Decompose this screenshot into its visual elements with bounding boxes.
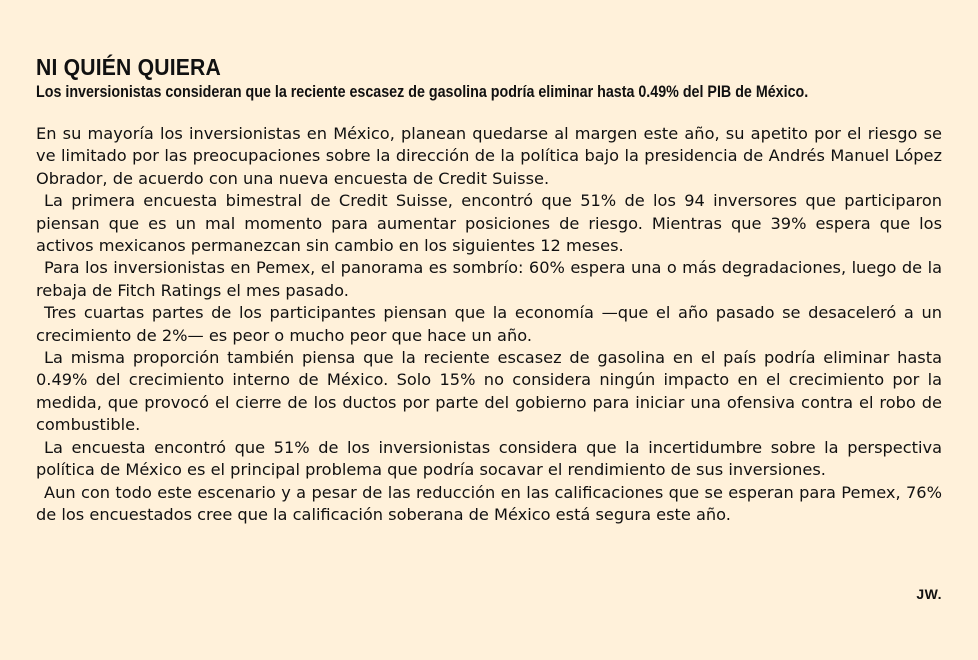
body-paragraph: La primera encuesta bimestral de Credit Suisse, encontró que 51% de los 94 inversores que participaron piensan que es un mal momento para aumentar posiciones de riesgo. Mientras que 39% espera que los activos mexicanos permanezcan sin cambio en los siguientes 12 meses. (36, 191, 942, 256)
body-paragraph: Tres cuartas partes de los participantes piensan que la economía —que el año pasado se desaceleró a un crecimiento de 2%— es peor o mucho peor que hace un año. (36, 303, 942, 345)
body-paragraph: La encuesta encontró que 51% de los inversionistas considera que la incertidumbre sobre la perspectiva política de México es el principal problema que podría socavar el rendimiento de sus inversiones. (36, 437, 942, 480)
body-paragraph: La misma proporción también piensa que la reciente escasez de gasolina en el país podría eliminar hasta 0.49% del crecimiento interno de México. Solo 15% no considera ningún impacto en el crecimiento por la medida, que provocó el cierre de los ductos por parte del gobierno para iniciar una ofensiva contra el robo de combustible. (36, 348, 942, 435)
body-paragraph: En su mayoría los inversionistas en México, planean quedarse al margen este año, su apetito por el riesgo se ve limitado por las preocupaciones sobre la dirección de la política bajo la presidencia de Andrés Manuel López Obrador, de acuerdo con una nueva encuesta de Credit Suisse. (36, 124, 942, 188)
body-paragraph: Aun con todo este escenario y a pesar de las reducción en las calificaciones que se esperan para Pemex, 76% de los encuestados cree que la calificación soberana de México está segura este año. (36, 482, 942, 524)
article-body (36, 123, 942, 526)
author-signature: JW. (916, 586, 942, 602)
headline: NI QUIÉN QUIERA (36, 54, 221, 80)
deck-subheadline: Los inversionistas consideran que la reciente escasez de gasolina podría eliminar hasta 0.49% del PIB de México. (36, 82, 809, 101)
article-box (36, 54, 942, 526)
body-paragraph: Para los inversionistas en Pemex, el panorama es sombrío: 60% espera una o más degradaciones, luego de la rebaja de Fitch Ratings el mes pasado. (36, 258, 942, 300)
